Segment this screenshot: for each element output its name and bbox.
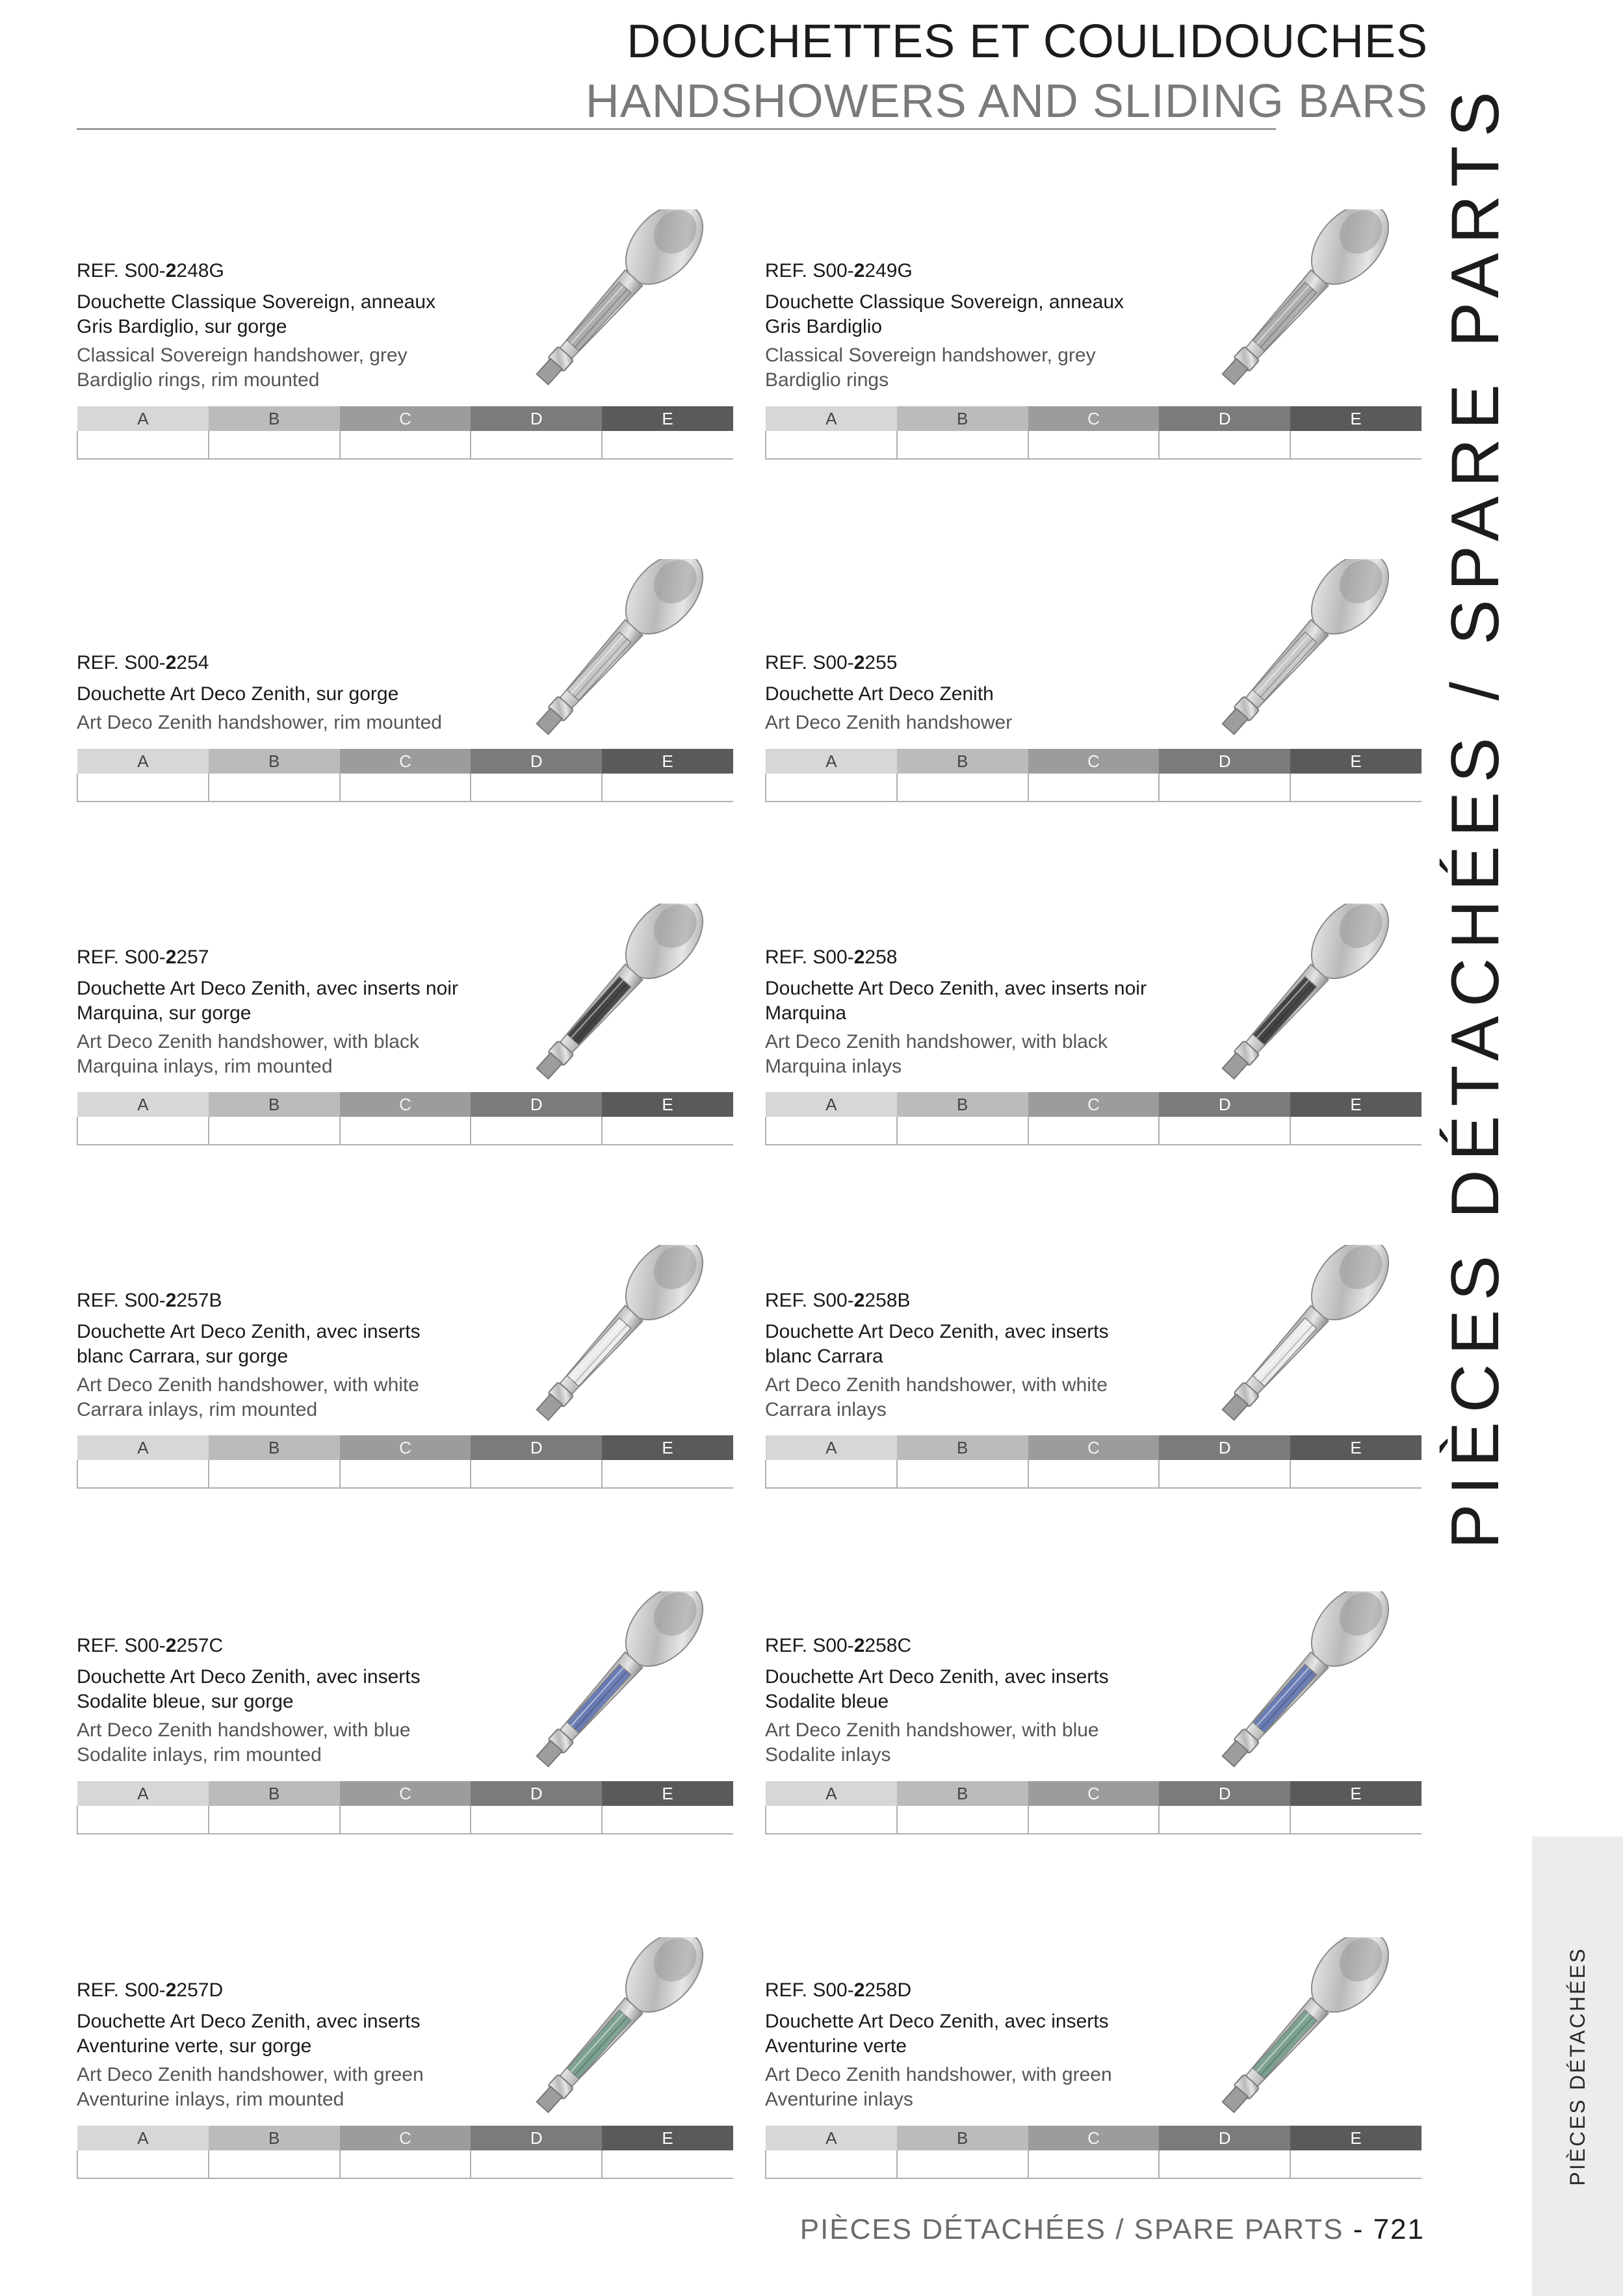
description-english: Art Deco Zenith handshower, with white Carrara inlays, rim mounted: [77, 1374, 419, 1420]
column-header-c: C: [1028, 406, 1160, 431]
option-cell-d: [471, 774, 602, 802]
option-cell-c: [340, 1117, 471, 1145]
page-number: 721: [1373, 2213, 1425, 2245]
option-cell-c: [340, 431, 471, 459]
column-header-b: B: [209, 1092, 340, 1117]
option-cell-e: [1290, 774, 1422, 802]
product-ref: REF. S00-2257D: [77, 1979, 224, 2001]
option-table: [765, 2126, 1422, 2179]
description-french: Douchette Classique Sovereign, anneaux Gris Bardiglio: [765, 291, 1124, 337]
product-ref: REF. S00-2255: [765, 652, 898, 673]
column-header-b: B: [209, 1435, 340, 1460]
column-header-e: E: [1290, 749, 1422, 774]
option-table: [765, 1092, 1422, 1145]
description-english: Art Deco Zenith handshower, with green Aventurine inlays: [765, 2064, 1112, 2110]
column-header-d: D: [1159, 749, 1290, 774]
option-cell-c: [340, 1806, 471, 1834]
description-english: Art Deco Zenith handshower, with blue Sodalite inlays: [765, 1719, 1099, 1766]
description-english: Classical Sovereign handshower, grey Bardiglio rings: [765, 345, 1096, 391]
option-cell-d: [1159, 1806, 1290, 1834]
option-cell-b: [897, 774, 1028, 802]
description-english: Art Deco Zenith handshower: [765, 712, 1013, 733]
description-english: Classical Sovereign handshower, grey Bardiglio rings, rim mounted: [77, 345, 408, 391]
option-cell-a: [766, 1117, 897, 1145]
option-cell-b: [897, 431, 1028, 459]
column-header-e: E: [602, 749, 733, 774]
handshower-icon: [1170, 559, 1417, 748]
footer-separator: -: [1344, 2213, 1373, 2245]
option-cell-e: [1290, 1460, 1422, 1488]
option-table: [77, 1781, 733, 1834]
column-header-a: A: [766, 406, 897, 431]
product-ref: REF. S00-2258B: [765, 1290, 911, 1311]
column-header-e: E: [1290, 1092, 1422, 1117]
option-table: [77, 2126, 733, 2179]
column-header-d: D: [471, 1092, 602, 1117]
option-cell-c: [1028, 1806, 1160, 1834]
option-cell-c: [340, 2150, 471, 2178]
option-table: [765, 749, 1422, 802]
option-cell-a: [766, 431, 897, 459]
column-header-c: C: [340, 1781, 471, 1806]
option-cell-b: [209, 431, 340, 459]
option-cell-e: [602, 431, 733, 459]
side-title: [1433, 83, 1518, 1549]
column-header-a: A: [766, 1781, 897, 1806]
column-header-a: A: [766, 1092, 897, 1117]
description-english: Art Deco Zenith handshower, rim mounted: [77, 712, 442, 733]
handshower-icon: [484, 209, 731, 398]
column-header-c: C: [340, 406, 471, 431]
product-ref: REF. S00-2257: [77, 946, 209, 968]
column-header-b: B: [209, 406, 340, 431]
column-header-d: D: [471, 406, 602, 431]
column-header-b: B: [897, 2126, 1028, 2150]
handshower-icon: [1170, 1245, 1417, 1433]
handshower-icon: [484, 1245, 731, 1433]
option-cell-c: [1028, 2150, 1160, 2178]
description-french: Douchette Art Deco Zenith, sur gorge: [77, 683, 399, 705]
footer-label: PIÈCES DÉTACHÉES / SPARE PARTS: [799, 2213, 1344, 2245]
column-header-e: E: [1290, 406, 1422, 431]
option-cell-d: [471, 1460, 602, 1488]
column-header-a: A: [77, 406, 209, 431]
description-english: Art Deco Zenith handshower, with black Marquina inlays: [765, 1031, 1108, 1077]
title-french: DOUCHETTES ET COULIDOUCHES: [627, 16, 1428, 68]
column-header-c: C: [1028, 1435, 1160, 1460]
column-header-c: C: [340, 1435, 471, 1460]
column-header-b: B: [209, 749, 340, 774]
column-header-e: E: [1290, 2126, 1422, 2150]
column-header-e: E: [602, 2126, 733, 2150]
option-cell-e: [602, 774, 733, 802]
description-english: Art Deco Zenith handshower, with blue Sodalite inlays, rim mounted: [77, 1719, 411, 1766]
option-cell-e: [602, 1117, 733, 1145]
option-cell-d: [1159, 1460, 1290, 1488]
description-french: Douchette Art Deco Zenith, avec inserts Aventurine verte: [765, 2011, 1109, 2057]
option-cell-a: [77, 1806, 209, 1834]
header-divider: [77, 128, 1276, 130]
option-cell-c: [1028, 1117, 1160, 1145]
column-header-e: E: [602, 1781, 733, 1806]
column-header-d: D: [1159, 1435, 1290, 1460]
column-header-e: E: [1290, 1435, 1422, 1460]
column-header-c: C: [1028, 1781, 1160, 1806]
column-header-a: A: [766, 2126, 897, 2150]
option-cell-e: [602, 1460, 733, 1488]
handshower-icon: [484, 1591, 731, 1780]
description-french: Douchette Art Deco Zenith, avec inserts Sodalite bleue: [765, 1666, 1109, 1712]
description-french: Douchette Art Deco Zenith, avec inserts noir Marquina: [765, 978, 1147, 1024]
column-header-a: A: [77, 2126, 209, 2150]
product-ref: REF. S00-2258C: [765, 1635, 912, 1656]
column-header-c: C: [1028, 749, 1160, 774]
title-english: HANDSHOWERS AND SLIDING BARS: [585, 75, 1428, 127]
description-french: Douchette Art Deco Zenith, avec inserts Aventurine verte, sur gorge: [77, 2011, 421, 2057]
column-header-c: C: [340, 1092, 471, 1117]
page-header: [586, 12, 1428, 131]
option-cell-a: [766, 2150, 897, 2178]
product-ref: REF. S00-2249G: [765, 260, 913, 281]
handshower-icon: [484, 559, 731, 748]
handshower-icon: [1170, 904, 1417, 1092]
option-table: [77, 1092, 733, 1145]
description-french: Douchette Classique Sovereign, anneaux Gris Bardiglio, sur gorge: [77, 291, 436, 337]
column-header-b: B: [209, 2126, 340, 2150]
description-english: Art Deco Zenith handshower, with green Aventurine inlays, rim mounted: [77, 2064, 424, 2110]
option-cell-a: [77, 431, 209, 459]
description-english: Art Deco Zenith handshower, with white Carrara inlays: [765, 1374, 1108, 1420]
option-cell-d: [471, 1117, 602, 1145]
column-header-d: D: [471, 749, 602, 774]
description-french: Douchette Art Deco Zenith: [765, 683, 994, 705]
option-cell-b: [897, 1117, 1028, 1145]
column-header-a: A: [77, 1781, 209, 1806]
column-header-d: D: [1159, 1092, 1290, 1117]
option-cell-c: [1028, 1460, 1160, 1488]
option-cell-e: [602, 2150, 733, 2178]
option-cell-c: [1028, 431, 1160, 459]
column-header-d: D: [1159, 1781, 1290, 1806]
option-cell-b: [897, 1460, 1028, 1488]
column-header-e: E: [602, 1435, 733, 1460]
option-cell-c: [340, 774, 471, 802]
option-cell-a: [77, 1117, 209, 1145]
column-header-d: D: [471, 1781, 602, 1806]
product-ref: REF. S00-2258: [765, 946, 898, 968]
option-cell-e: [1290, 431, 1422, 459]
column-header-d: D: [471, 2126, 602, 2150]
option-table: [765, 1781, 1422, 1834]
option-cell-e: [1290, 1806, 1422, 1834]
description-french: Douchette Art Deco Zenith, avec inserts blanc Carrara: [765, 1321, 1109, 1367]
option-table: [765, 1435, 1422, 1489]
option-cell-c: [1028, 774, 1160, 802]
option-cell-d: [471, 1806, 602, 1834]
column-header-e: E: [602, 406, 733, 431]
section-tab-label: PIÈCES DÉTACHÉES: [1565, 1946, 1589, 2186]
option-table: [765, 406, 1422, 460]
option-cell-c: [340, 1460, 471, 1488]
handshower-icon: [1170, 209, 1417, 398]
option-cell-a: [766, 1460, 897, 1488]
option-cell-d: [1159, 774, 1290, 802]
option-cell-a: [766, 774, 897, 802]
column-header-a: A: [77, 1092, 209, 1117]
handshower-icon: [1170, 1937, 1417, 2126]
option-table: [77, 406, 733, 460]
option-cell-b: [209, 1460, 340, 1488]
option-cell-d: [471, 431, 602, 459]
option-table: [77, 1435, 733, 1489]
column-header-a: A: [766, 749, 897, 774]
column-header-c: C: [1028, 2126, 1160, 2150]
option-cell-e: [602, 1806, 733, 1834]
column-header-b: B: [897, 1092, 1028, 1117]
option-cell-b: [209, 774, 340, 802]
column-header-b: B: [897, 749, 1028, 774]
column-header-a: A: [766, 1435, 897, 1460]
description-french: Douchette Art Deco Zenith, avec inserts blanc Carrara, sur gorge: [77, 1321, 421, 1367]
column-header-d: D: [1159, 2126, 1290, 2150]
handshower-icon: [484, 904, 731, 1092]
description-french: Douchette Art Deco Zenith, avec inserts Sodalite bleue, sur gorge: [77, 1666, 421, 1712]
option-table: [77, 749, 733, 802]
column-header-e: E: [602, 1092, 733, 1117]
column-header-b: B: [897, 1435, 1028, 1460]
option-cell-b: [897, 2150, 1028, 2178]
option-cell-d: [1159, 1117, 1290, 1145]
option-cell-a: [77, 2150, 209, 2178]
column-header-c: C: [340, 2126, 471, 2150]
column-header-c: C: [340, 749, 471, 774]
handshower-icon: [1170, 1591, 1417, 1780]
option-cell-b: [209, 2150, 340, 2178]
option-cell-b: [209, 1117, 340, 1145]
page-footer: [800, 2213, 1425, 2246]
option-cell-a: [766, 1806, 897, 1834]
column-header-d: D: [1159, 406, 1290, 431]
product-ref: REF. S00-2254: [77, 652, 209, 673]
column-header-b: B: [897, 406, 1028, 431]
option-cell-a: [77, 774, 209, 802]
description-french: Douchette Art Deco Zenith, avec inserts noir Marquina, sur gorge: [77, 978, 458, 1024]
option-cell-e: [1290, 2150, 1422, 2178]
column-header-b: B: [209, 1781, 340, 1806]
column-header-d: D: [471, 1435, 602, 1460]
option-cell-b: [897, 1806, 1028, 1834]
description-english: Art Deco Zenith handshower, with black Marquina inlays, rim mounted: [77, 1031, 419, 1077]
column-header-b: B: [897, 1781, 1028, 1806]
side-title-text: PIÈCES DÉTACHÉES / SPARE PARTS: [1437, 83, 1513, 1549]
option-cell-d: [1159, 2150, 1290, 2178]
option-cell-a: [77, 1460, 209, 1488]
product-ref: REF. S00-2248G: [77, 260, 224, 281]
section-tab[interactable]: [1532, 1836, 1623, 2296]
product-ref: REF. S00-2257B: [77, 1290, 222, 1311]
column-header-e: E: [1290, 1781, 1422, 1806]
option-cell-d: [1159, 431, 1290, 459]
option-cell-b: [209, 1806, 340, 1834]
option-cell-d: [471, 2150, 602, 2178]
product-ref: REF. S00-2257C: [77, 1635, 224, 1656]
option-cell-e: [1290, 1117, 1422, 1145]
product-ref: REF. S00-2258D: [765, 1979, 912, 2001]
column-header-c: C: [1028, 1092, 1160, 1117]
column-header-a: A: [77, 749, 209, 774]
handshower-icon: [484, 1937, 731, 2126]
column-header-a: A: [77, 1435, 209, 1460]
